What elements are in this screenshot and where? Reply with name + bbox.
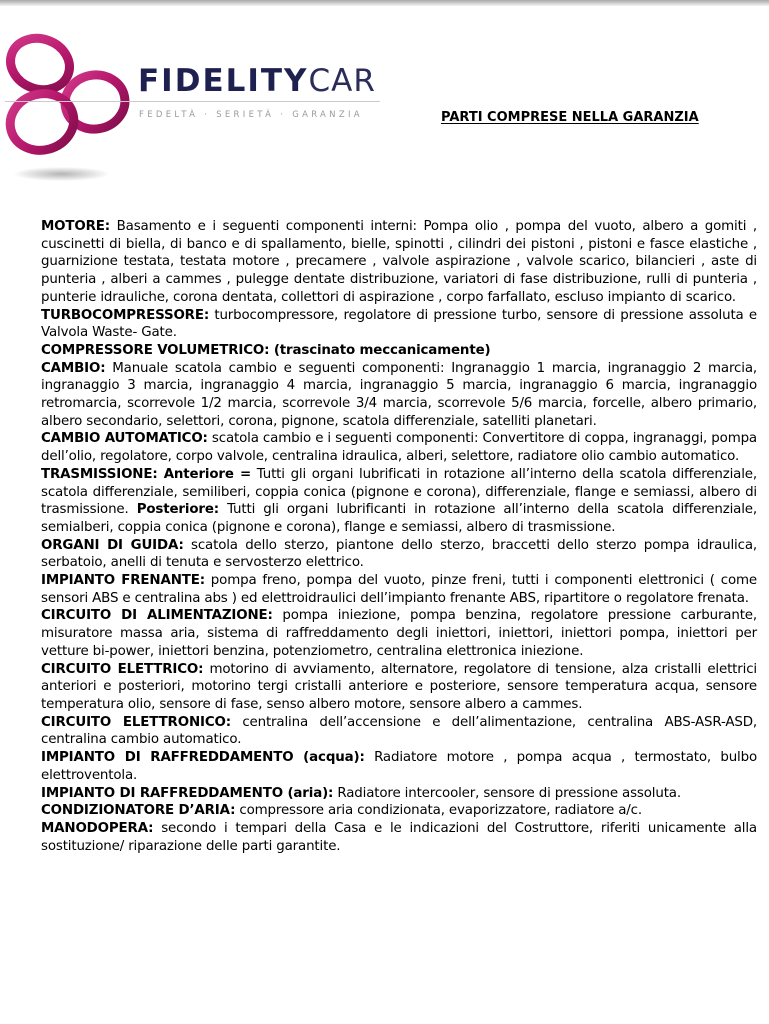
section-text: centralina dell’accensione e dell’alimentazione, centralina ABS-ASR-ASD, centralina cambio automatico. xyxy=(41,714,757,748)
section-heading: IMPIANTO FRENANTE: xyxy=(41,573,205,589)
section-text: secondo i tempari della Casa e le indicazioni del Costruttore, riferiti unicamente alla sostituzione/ riparazione delle parti garantite. xyxy=(41,820,757,854)
section-subheading: Posteriore: xyxy=(136,502,219,518)
brand-name-bold: FIDELITY xyxy=(138,63,309,99)
brand-tagline: FEDELTÀ · SERIETÀ · GARANZIA xyxy=(139,110,363,120)
section-heading: CIRCUITO DI ALIMENTAZIONE: xyxy=(41,608,273,624)
section-heading: CIRCUITO ELETTRONICO: xyxy=(41,714,231,730)
section-text: Manuale scatola cambio e seguenti componenti: Ingranaggio 1 marcia, ingranaggio 2 marcia, ingranaggio 3 marcia, ingranaggio 4 marcia, ingranaggio 5 marcia, ingranaggio 6 marcia, ingranaggio retromarcia, scorrevole 1/2 marcia, scorrevole 3/4 marcia, scorrevole 5/6 marcia, forcelle, albero primario, albero secondario, selettori, corona, pignone, scatola differenziale, satelliti planetari. xyxy=(41,360,757,429)
section-motore xyxy=(41,218,757,307)
section-cambio-automatico xyxy=(41,430,757,465)
section-text: turbocompressore, regolatore di pressione turbo, sensore di pressione assoluta e Valvola Waste- Gate. xyxy=(41,307,757,341)
section-text: compressore aria condizionata, evaporizzatore, radiatore a/c. xyxy=(235,803,642,819)
section-heading: MANODOPERA: xyxy=(41,820,154,836)
section-text: scatola dello sterzo, piantone dello sterzo, braccetti dello sterzo pompa idraulica, serbatoio, anelli di tenuta e servosterzo elettrico. xyxy=(41,537,757,571)
section-circuito-elettrico xyxy=(41,661,757,714)
section-heading: CIRCUITO ELETTRICO: xyxy=(41,661,204,677)
section-raffreddamento-aria xyxy=(41,785,757,803)
top-edge-bar xyxy=(0,0,769,6)
section-turbocompressore xyxy=(41,307,757,342)
section-heading: COMPRESSORE VOLUMETRICO: (trascinato meccanicamente) xyxy=(41,342,491,358)
three-rings-logo-icon xyxy=(0,30,140,170)
section-cambio xyxy=(41,360,757,431)
section-condizionatore xyxy=(41,802,757,820)
section-text: Radiatore intercooler, sensore di pressione assoluta. xyxy=(333,785,681,801)
section-text: Tutti gli organi lubrificanti in rotazione all’interno della scatola differenziale, semialberi, coppia conica (pignone e corona), flange e semiassi, albero di trasmissione. xyxy=(41,502,757,535)
section-heading: TURBOCOMPRESSORE: xyxy=(41,307,210,323)
section-organi-di-guida xyxy=(41,537,757,572)
brand-name xyxy=(138,63,376,99)
section-text: scatola cambio e i seguenti componenti: Convertitore di coppa, ingranaggi, pompa dell’olio, regolatore, corpo valvole, centralina idraulica, alberi, selettore, radiatore olio cambio automatico. xyxy=(41,431,757,465)
section-text: pompa iniezione, pompa benzina, regolatore pressione carburante, misuratore massa aria, sistema di raffreddamento degli iniettori, iniettori, iniettori pompa, iniettori per vetture bi-power, iniettori benzina, potenziometro, centralina elettronica iniezione. xyxy=(41,608,757,659)
document-title: PARTI COMPRESE NELLA GARANZIA xyxy=(441,110,699,125)
section-trasmissione xyxy=(41,466,757,537)
section-text: motorino di avviamento, alternatore, regolatore di tensione, alza cristalli elettrici anteriori e posteriori, motorino tergi cristalli anteriore e posteriore, sensore temperatura acqua, sensore temperatura olio, sensore di fase, senso albero motore, sensore albero a cammes. xyxy=(41,661,757,712)
section-text: pompa freno, pompa del vuoto, pinze freni, tutti i componenti elettronici ( come sensori ABS e centralina abs ) ed elettroidraulici dell’impianto frenante ABS, ripartitore o regolatore frenata. xyxy=(41,573,757,606)
section-text: Basamento e i seguenti componenti interni: Pompa olio , pompa del vuoto, albero a gomiti , cuscinetti di biella, di banco e di spallamento, bielle, spinotti , cilindri dei pistoni , pistoni e fasce elastiche , guarnizione testata, testata motore , precamere , valvole aspirazione , valvole scarico, bilancieri , aste di punteria , alberi a cammes , pulegge dentate distribuzione, variatori di fase distribuzione, rulli di punteria , punterie idrauliche, corona dentata, collettori di aspirazione , corpo farfallato, escluso impianto di scarico. xyxy=(41,219,757,305)
section-compressore-volumetrico xyxy=(41,342,757,360)
section-heading: CAMBIO: xyxy=(41,360,106,376)
section-heading: CAMBIO AUTOMATICO: xyxy=(41,431,208,447)
section-circuito-elettronico xyxy=(41,714,757,749)
brand-name-light: CAR xyxy=(308,63,376,99)
brand-divider xyxy=(5,101,380,102)
section-raffreddamento-acqua xyxy=(41,749,757,784)
section-circuito-alimentazione xyxy=(41,607,757,660)
section-heading: IMPIANTO DI RAFFREDDAMENTO (acqua): xyxy=(41,750,365,766)
logo-shadow xyxy=(14,167,109,181)
section-heading: IMPIANTO DI RAFFREDDAMENTO (aria): xyxy=(41,785,334,801)
section-heading: TRASMISSIONE: Anteriore = xyxy=(41,466,252,482)
section-heading: MOTORE: xyxy=(41,219,110,234)
section-manodopera xyxy=(41,820,757,855)
section-heading: ORGANI DI GUIDA: xyxy=(41,537,184,553)
section-heading: CONDIZIONATORE D’ARIA: xyxy=(41,803,236,819)
section-impianto-frenante xyxy=(41,572,757,607)
section-text: Radiatore motore , pompa acqua , termostato, bulbo elettroventola. xyxy=(41,750,758,783)
warranty-parts-list xyxy=(41,218,757,855)
section-text: Tutti gli organi lubrificati in rotazione all’interno della scatola differenziale, scatola differenziale, semiliberi, coppia conica (pignone e corona), differenziale, flange e semiassi, albero di trasmissione. xyxy=(41,466,757,518)
